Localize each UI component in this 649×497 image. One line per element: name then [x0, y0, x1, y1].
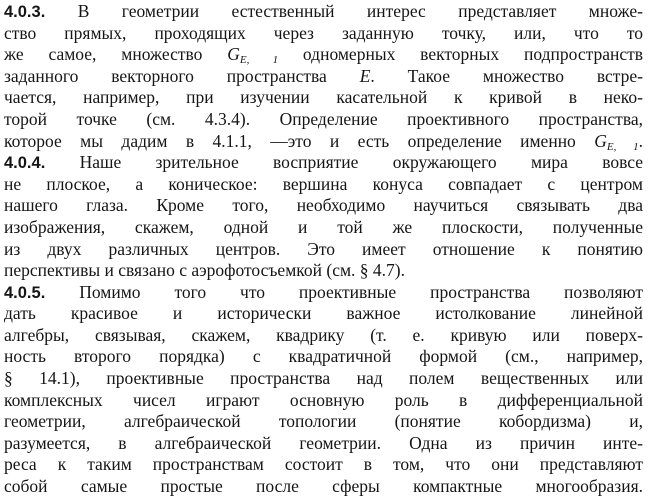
line-text: В геометрии естественный интерес представляет множе-	[77, 1, 643, 21]
text-line: торой точке (см. 4.3.4). Определение проективного пространства,	[4, 109, 643, 129]
math-subscript: E, 1	[239, 54, 279, 66]
math-symbol: G	[227, 44, 240, 64]
text-line: геометрии, алгебраической топологии (понятие кобордизма) и,	[4, 411, 643, 431]
text-line: § 14.1), проективные пространства над полем вещественных или	[4, 368, 643, 388]
text-line: нашего глаза. Кроме того, необходимо научиться связывать два	[4, 195, 643, 215]
line-text: же самое, множество	[4, 44, 228, 64]
math-symbol: G	[594, 131, 607, 151]
text-line: разумеется, в алгебраической геометрии. Одна из причин инте-	[4, 433, 643, 453]
text-line	[4, 130, 643, 152]
line-text: Наше зрительное восприятие окружающего мира вовсе	[79, 152, 643, 172]
line-text: одномерных векторных подпространств	[278, 44, 644, 64]
section-number: 4.0.4.	[4, 154, 46, 172]
math-symbol: E	[359, 66, 371, 86]
text-line	[4, 65, 643, 87]
line-text: которое мы дадим в 4.1.1, —это и есть определение именно	[4, 131, 595, 151]
text-line: не плоское, а коническое: вершина конуса совпадает с центром	[4, 174, 643, 194]
section-number: 4.0.5.	[4, 284, 46, 302]
text-line: чается, например, при изучении касательной к кривой в неко-	[4, 87, 643, 107]
line-text: заданного векторного пространства	[4, 66, 360, 86]
section-number: 4.0.3.	[4, 3, 46, 21]
math-subscript: E, 1	[606, 141, 639, 153]
text-line: собой самые простые после сферы компактные многообразия.	[4, 476, 643, 496]
line-text: . Такое множество встре-	[370, 66, 643, 86]
text-line: изображения, скажем, одной и той же плоскости, полученные	[4, 217, 643, 237]
text-line: ность второго порядка) с квадратичной формой (см., например,	[4, 346, 643, 366]
text-line: перспективы и связано с аэрофотосъемкой (см. § 4.7).	[4, 260, 405, 280]
text-line: из двух различных центров. Это имеет отношение к понятию	[4, 239, 643, 259]
text-line: ство прямых, проходящих через заданную точку, или, что то	[4, 23, 643, 43]
text-line: комплексных чисел играют основную роль в дифференциальной	[4, 390, 643, 410]
text-line: реса к таким пространствам состоит в том, что они представляют	[4, 454, 643, 474]
text-line: дать красивое и исторически важное истолкование линейной	[4, 303, 643, 323]
text-line: алгебры, связывая, скажем, квадрику (т. е. кривую или поверх-	[4, 325, 643, 345]
text-line	[4, 281, 643, 303]
text-line	[4, 0, 643, 22]
line-text: .	[638, 131, 643, 151]
text-line	[4, 43, 643, 65]
text-line	[4, 151, 643, 173]
line-text: Помимо того что проективные пространства позволяют	[79, 282, 643, 302]
